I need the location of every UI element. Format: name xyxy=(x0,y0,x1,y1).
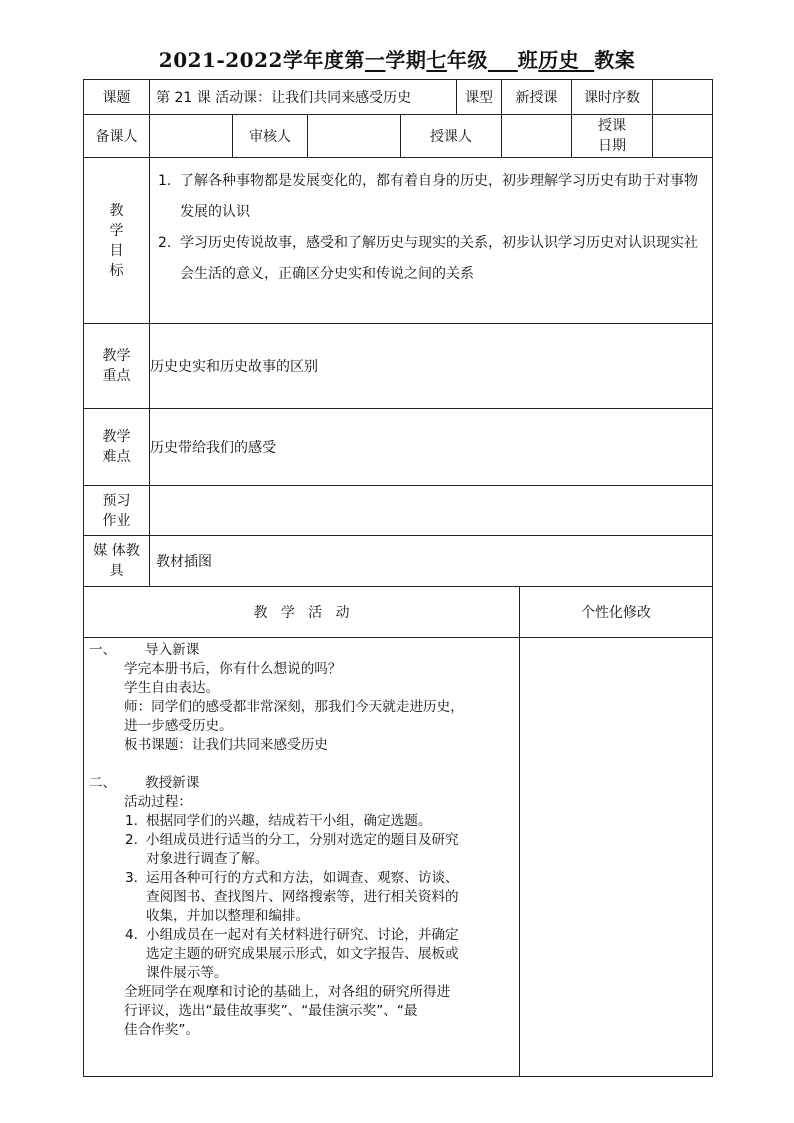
title-subject: 历史 xyxy=(538,48,595,72)
goal-item xyxy=(158,166,702,228)
title-part-1: 学年度第 xyxy=(282,48,365,72)
date-value[interactable] xyxy=(653,115,713,158)
activity-line: 佳合作奖”。 xyxy=(124,1022,200,1038)
preparer-label: 备课人 xyxy=(84,115,150,158)
section-heading xyxy=(89,774,515,793)
goals-label-char: 教 xyxy=(109,202,124,219)
title-part-4: 班 xyxy=(517,48,539,72)
step-line: 课件展示等。 xyxy=(146,965,228,981)
goals-content xyxy=(150,158,713,324)
step-item xyxy=(89,869,515,926)
step-number: 2. xyxy=(125,832,138,848)
preview-label-line1: 预习 xyxy=(102,492,131,509)
preview-value[interactable] xyxy=(150,486,713,536)
title-semester: 一 xyxy=(364,48,386,72)
activity-content xyxy=(84,638,520,1077)
activity-line: 学生自由表达。 xyxy=(124,680,220,696)
step-line: 对象进行调查了解。 xyxy=(146,851,269,867)
topic-row xyxy=(84,80,713,115)
step-line: 根据同学们的兴趣，结成若干小组，确定选题。 xyxy=(146,813,432,829)
section-title: 教授新课 xyxy=(145,775,200,791)
title-part-5: 教案 xyxy=(594,48,636,72)
activity-line: 学完本册书后，你有什么想说的吗？ xyxy=(124,661,342,677)
activity-header-left: 教 学 活 动 xyxy=(84,587,520,638)
difficulties-label-line2: 难点 xyxy=(102,449,131,465)
step-item xyxy=(89,812,515,831)
title-grade: 七 xyxy=(426,48,447,72)
key-points-label-line1: 教学 xyxy=(102,348,131,364)
activity-line: 板书课题：让我们共同来感受历史 xyxy=(124,737,328,753)
lesson-type-label: 课型 xyxy=(457,80,502,115)
activity-line: 活动过程： xyxy=(124,794,192,810)
staff-row xyxy=(84,115,713,158)
activity-line: 全班同学在观摩和讨论的基础上，对各组的研究所得进 xyxy=(124,984,451,1000)
goal-number: 1. xyxy=(158,173,172,189)
title-years: 2021-2022 xyxy=(158,48,283,72)
step-line: 小组成员进行适当的分工，分别对选定的题目及研究 xyxy=(146,832,459,848)
section-title: 导入新课 xyxy=(145,642,200,658)
activity-body-row xyxy=(84,638,713,1077)
step-line: 运用各种可行的方式和方法，如调查、观察、访谈、 xyxy=(146,870,459,886)
teacher-value[interactable] xyxy=(502,115,572,158)
media-value: 教材插图 xyxy=(150,536,713,587)
activity-header-right: 个性化修改 xyxy=(520,587,713,638)
lesson-order-value[interactable] xyxy=(653,80,713,115)
activity-line: 行评议，选出“最佳故事奖”、“最佳演示奖”、“最 xyxy=(124,1003,418,1019)
date-label-line2: 日期 xyxy=(598,138,627,154)
step-number: 4. xyxy=(125,927,138,943)
goals-label-char: 标 xyxy=(109,262,124,279)
difficulties-label xyxy=(84,409,150,486)
title-part-3: 年级 xyxy=(446,48,488,72)
goal-text: 了解各种事物都是发展变化的，都有着自身的历史，初步理解学习历史有助于对事物发展的认识 xyxy=(180,173,698,220)
media-label-line1: 媒 体教 xyxy=(93,543,140,559)
personalized-edit-cell[interactable] xyxy=(520,638,713,1077)
document-title xyxy=(0,44,794,73)
date-label-line1: 授课 xyxy=(598,118,627,134)
topic-label: 课题 xyxy=(84,80,150,115)
goal-text: 学习历史传说故事，感受和了解历史与现实的关系，初步认识学习历史对认识现实社会生活的意义，正确区分史实和传说之间的关系 xyxy=(180,235,698,282)
media-row xyxy=(84,536,713,587)
difficulties-value: 历史带给我们的感受 xyxy=(150,409,713,486)
key-points-label xyxy=(84,324,150,409)
key-points-row xyxy=(84,324,713,409)
step-line: 选定主题的研究成果展示形式，如文字报告、展板或 xyxy=(146,946,459,962)
topic-value: 第 21 课 活动课：让我们共同来感受历史 xyxy=(150,80,457,115)
key-points-label-line2: 重点 xyxy=(102,368,131,384)
section-number: 二、 xyxy=(89,775,117,791)
goals-row xyxy=(84,158,713,324)
date-label xyxy=(572,115,653,158)
reviewer-value[interactable] xyxy=(308,115,401,158)
section-number: 一、 xyxy=(89,642,117,658)
key-points-value: 历史史实和历史故事的区别 xyxy=(150,324,713,409)
preview-row xyxy=(84,486,713,536)
step-number: 3. xyxy=(125,870,138,886)
goals-label-char: 学 xyxy=(109,222,124,239)
media-label xyxy=(84,536,150,587)
goal-item xyxy=(158,228,702,290)
difficulties-label-line1: 教学 xyxy=(102,429,131,445)
preview-label-line2: 作业 xyxy=(102,512,131,529)
step-number: 1. xyxy=(125,813,138,829)
activity-header-row xyxy=(84,587,713,638)
section-heading xyxy=(89,641,515,660)
lesson-plan-table xyxy=(83,79,713,1077)
teacher-label: 授课人 xyxy=(401,115,502,158)
title-class-blank xyxy=(488,48,518,72)
step-line: 收集，并加以整理和编排。 xyxy=(146,908,310,924)
goals-label-char: 目 xyxy=(109,242,124,259)
step-line: 小组成员在一起对有关材料进行研究、讨论，并确定 xyxy=(146,927,459,943)
step-item xyxy=(89,926,515,983)
goal-number: 2. xyxy=(158,235,172,251)
step-line: 查阅图书、查找图片、网络搜索等，进行相关资料的 xyxy=(146,889,459,905)
reviewer-label: 审核人 xyxy=(233,115,308,158)
preview-label xyxy=(84,486,150,536)
activity-line: 师：同学们的感受都非常深刻，那我们今天就走进历史， xyxy=(124,699,464,715)
difficulties-row xyxy=(84,409,713,486)
title-part-2: 学期 xyxy=(385,48,427,72)
lesson-order-label: 课时序数 xyxy=(572,80,653,115)
step-item xyxy=(89,831,515,869)
preparer-value[interactable] xyxy=(150,115,233,158)
lesson-type-value: 新授课 xyxy=(502,80,572,115)
goals-label xyxy=(84,158,150,324)
activity-line: 进一步感受历史。 xyxy=(124,718,233,734)
media-label-line2: 具 xyxy=(109,563,124,579)
